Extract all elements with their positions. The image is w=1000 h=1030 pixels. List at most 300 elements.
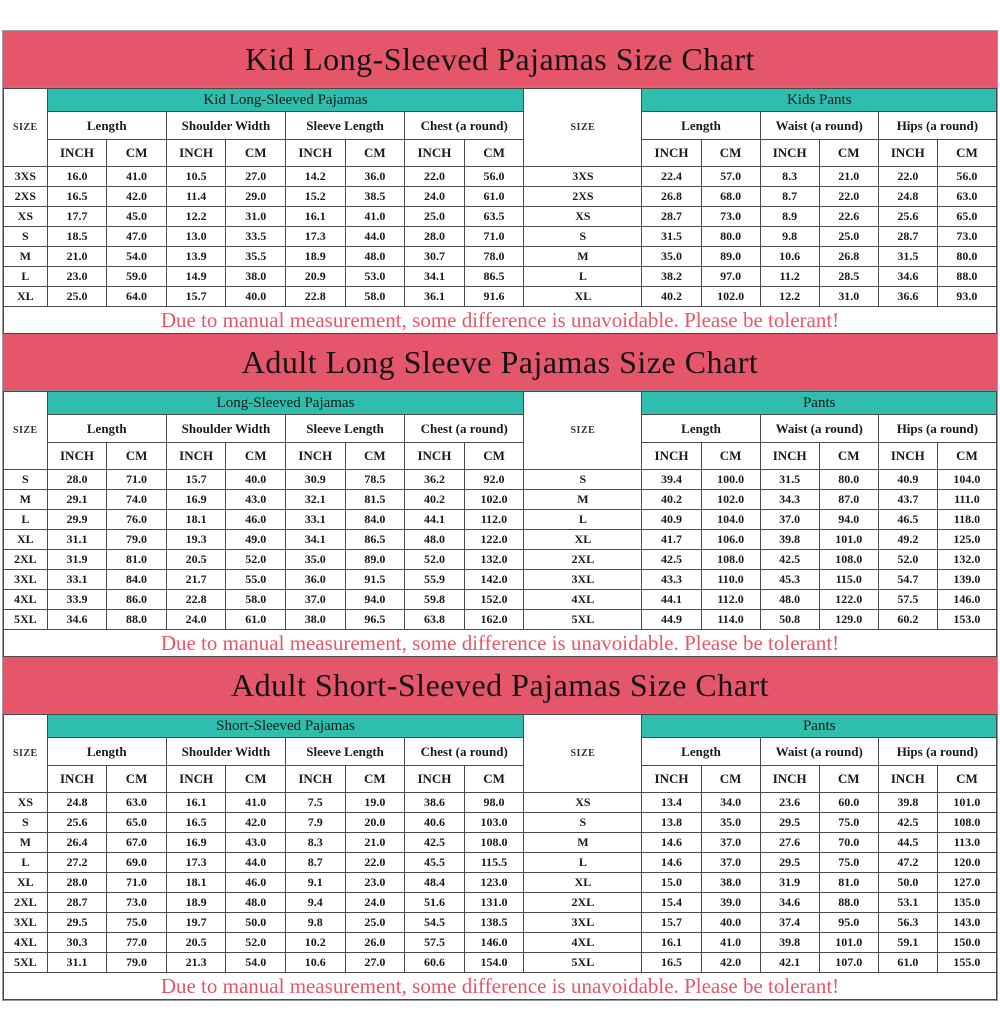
measurement-value-cell: 19.7 — [166, 913, 226, 933]
measurement-value-cell: 111.0 — [937, 490, 996, 510]
measurement-value-cell: 37.0 — [701, 833, 760, 853]
size-column-header: SIZE — [524, 392, 642, 470]
unit-header-cell: INCH — [166, 766, 226, 793]
measurement-value-cell: 87.0 — [819, 490, 878, 510]
measurement-value-cell: 41.0 — [107, 167, 167, 187]
measurement-value-cell: 41.7 — [642, 530, 701, 550]
unit-header-cell: CM — [464, 766, 524, 793]
disclaimer-row — [4, 630, 997, 657]
measurement-value-cell: 86.5 — [345, 530, 405, 550]
measurement-value-cell: 34.6 — [878, 267, 937, 287]
measurement-value-cell: 52.0 — [878, 550, 937, 570]
measurement-value-cell: 9.8 — [286, 913, 346, 933]
measurement-value-cell: 32.1 — [286, 490, 346, 510]
measurement-value-cell: 21.0 — [345, 833, 405, 853]
measurement-value-cell: 17.3 — [286, 227, 346, 247]
size-label-cell: 4XL — [524, 590, 642, 610]
measure-header-cell: Sleeve Length — [286, 112, 405, 140]
measurement-value-cell: 19.0 — [345, 793, 405, 813]
table-row — [4, 187, 997, 207]
measurement-value-cell: 26.8 — [819, 247, 878, 267]
measurement-value-cell: 152.0 — [464, 590, 524, 610]
measurement-value-cell: 53.0 — [345, 267, 405, 287]
unit-header-cell: CM — [226, 443, 286, 470]
measurement-value-cell: 18.1 — [166, 873, 226, 893]
measurement-value-cell: 27.0 — [345, 953, 405, 973]
measurement-value-cell: 30.9 — [286, 470, 346, 490]
measurement-value-cell: 10.6 — [760, 247, 819, 267]
measurement-value-cell: 15.7 — [166, 470, 226, 490]
measurement-value-cell: 16.9 — [166, 490, 226, 510]
measure-header-cell: Chest (a round) — [405, 112, 524, 140]
measurement-value-cell: 10.6 — [286, 953, 346, 973]
unit-header-row — [4, 443, 997, 470]
measurement-value-cell: 23.0 — [345, 873, 405, 893]
measurement-value-cell: 13.8 — [642, 813, 701, 833]
measurement-value-cell: 40.6 — [405, 813, 465, 833]
size-column-header: SIZE — [524, 89, 642, 167]
measurement-value-cell: 20.5 — [166, 550, 226, 570]
measurement-value-cell: 43.7 — [878, 490, 937, 510]
measurement-value-cell: 102.0 — [701, 287, 760, 307]
measurement-value-cell: 84.0 — [107, 570, 167, 590]
measurement-value-cell: 71.0 — [107, 873, 167, 893]
measurement-value-cell: 14.6 — [642, 853, 701, 873]
unit-header-cell: INCH — [760, 140, 819, 167]
measure-header-cell: Shoulder Width — [166, 738, 285, 766]
measurement-value-cell: 31.0 — [819, 287, 878, 307]
measurement-value-cell: 37.4 — [760, 913, 819, 933]
measurement-value-cell: 108.0 — [819, 550, 878, 570]
measurement-value-cell: 29.5 — [760, 853, 819, 873]
measurement-value-cell: 26.8 — [642, 187, 701, 207]
measurement-value-cell: 34.0 — [701, 793, 760, 813]
table-row — [4, 227, 997, 247]
measurement-value-cell: 34.6 — [760, 893, 819, 913]
measurement-value-cell: 16.1 — [642, 933, 701, 953]
measurement-value-cell: 123.0 — [464, 873, 524, 893]
table-row — [4, 913, 997, 933]
measurement-value-cell: 50.0 — [878, 873, 937, 893]
measurement-value-cell: 13.9 — [166, 247, 226, 267]
measurement-value-cell: 58.0 — [226, 590, 286, 610]
unit-header-cell: CM — [107, 766, 167, 793]
size-label-cell: 3XL — [4, 570, 48, 590]
measure-header-cell: Length — [642, 112, 760, 140]
size-label-cell: L — [4, 853, 48, 873]
measurement-value-cell: 91.5 — [345, 570, 405, 590]
measure-header-row — [4, 738, 997, 766]
measurement-value-cell: 34.1 — [405, 267, 465, 287]
measurement-value-cell: 14.6 — [642, 833, 701, 853]
size-label-cell: 2XL — [4, 893, 48, 913]
measurement-value-cell: 31.9 — [760, 873, 819, 893]
measurement-value-cell: 80.0 — [701, 227, 760, 247]
measurement-value-cell: 100.0 — [701, 470, 760, 490]
measurement-value-cell: 139.0 — [937, 570, 996, 590]
measurement-value-cell: 22.4 — [642, 167, 701, 187]
measurement-value-cell: 71.0 — [107, 470, 167, 490]
measurement-value-cell: 38.6 — [405, 793, 465, 813]
unit-header-cell: INCH — [405, 766, 465, 793]
measurement-value-cell: 104.0 — [701, 510, 760, 530]
size-label-cell: 3XL — [4, 913, 48, 933]
measure-header-cell: Hips (a round) — [878, 738, 996, 766]
measurement-value-cell: 15.7 — [166, 287, 226, 307]
size-label-cell: XL — [524, 287, 642, 307]
measurement-value-cell: 108.0 — [464, 833, 524, 853]
measurement-value-cell: 48.0 — [405, 530, 465, 550]
table-row — [4, 510, 997, 530]
measurement-value-cell: 57.5 — [405, 933, 465, 953]
measurement-value-cell: 43.0 — [226, 490, 286, 510]
measurement-value-cell: 43.0 — [226, 833, 286, 853]
unit-header-cell: CM — [107, 140, 167, 167]
measurement-value-cell: 153.0 — [937, 610, 996, 630]
measurement-value-cell: 23.0 — [47, 267, 107, 287]
measurement-value-cell: 46.0 — [226, 873, 286, 893]
size-label-cell: XL — [4, 530, 48, 550]
measurement-value-cell: 35.5 — [226, 247, 286, 267]
size-label-cell: 5XL — [524, 610, 642, 630]
measurement-value-cell: 52.0 — [405, 550, 465, 570]
measurement-value-cell: 50.0 — [226, 913, 286, 933]
unit-header-cell: INCH — [47, 443, 107, 470]
table-row — [4, 873, 997, 893]
measurement-value-cell: 61.0 — [464, 187, 524, 207]
unit-header-row — [4, 766, 997, 793]
measurement-value-cell: 21.0 — [47, 247, 107, 267]
unit-header-cell: CM — [819, 443, 878, 470]
disclaimer-text: Due to manual measurement, some difference is unavoidable. Please be tolerant! — [4, 973, 997, 1000]
measurement-value-cell: 77.0 — [107, 933, 167, 953]
measure-header-cell: Shoulder Width — [166, 415, 285, 443]
measurement-value-cell: 59.8 — [405, 590, 465, 610]
measurement-value-cell: 50.8 — [760, 610, 819, 630]
measurement-value-cell: 21.3 — [166, 953, 226, 973]
table-row — [4, 893, 997, 913]
measurement-value-cell: 47.0 — [107, 227, 167, 247]
measurement-value-cell: 34.6 — [47, 610, 107, 630]
measurement-value-cell: 11.4 — [166, 187, 226, 207]
measurement-value-cell: 22.0 — [345, 853, 405, 873]
table-row — [4, 267, 997, 287]
measure-header-row — [4, 112, 997, 140]
measurement-value-cell: 81.0 — [819, 873, 878, 893]
measurement-value-cell: 44.0 — [345, 227, 405, 247]
measurement-value-cell: 54.7 — [878, 570, 937, 590]
measurement-value-cell: 37.0 — [760, 510, 819, 530]
measurement-value-cell: 146.0 — [464, 933, 524, 953]
table-row — [4, 833, 997, 853]
measurement-value-cell: 19.3 — [166, 530, 226, 550]
measurement-value-cell: 69.0 — [107, 853, 167, 873]
measurement-value-cell: 81.5 — [345, 490, 405, 510]
measurement-value-cell: 89.0 — [345, 550, 405, 570]
measurement-value-cell: 36.6 — [878, 287, 937, 307]
size-label-cell: 4XL — [4, 590, 48, 610]
size-label-cell: 4XL — [4, 933, 48, 953]
measure-header-cell: Chest (a round) — [405, 738, 524, 766]
measurement-value-cell: 17.7 — [47, 207, 107, 227]
size-label-cell: 3XL — [524, 570, 642, 590]
measurement-value-cell: 36.0 — [345, 167, 405, 187]
size-label-cell: M — [4, 833, 48, 853]
measurement-value-cell: 15.0 — [642, 873, 701, 893]
measurement-value-cell: 36.2 — [405, 470, 465, 490]
measurement-value-cell: 132.0 — [937, 550, 996, 570]
measurement-value-cell: 40.9 — [642, 510, 701, 530]
measure-header-cell: Length — [642, 415, 760, 443]
measurement-value-cell: 86.0 — [107, 590, 167, 610]
section-title-banner — [3, 31, 997, 88]
measurement-value-cell: 48.4 — [405, 873, 465, 893]
measurement-value-cell: 84.0 — [345, 510, 405, 530]
measure-header-row — [4, 415, 997, 443]
measurement-value-cell: 24.8 — [878, 187, 937, 207]
measurement-value-cell: 49.0 — [226, 530, 286, 550]
measurement-value-cell: 35.0 — [286, 550, 346, 570]
measurement-value-cell: 102.0 — [464, 490, 524, 510]
size-label-cell: L — [524, 853, 642, 873]
measurement-value-cell: 122.0 — [464, 530, 524, 550]
measurement-value-cell: 108.0 — [937, 813, 996, 833]
unit-header-cell: INCH — [286, 443, 346, 470]
table-row — [4, 570, 997, 590]
measurement-value-cell: 51.6 — [405, 893, 465, 913]
unit-header-cell: INCH — [760, 443, 819, 470]
measurement-value-cell: 15.2 — [286, 187, 346, 207]
unit-header-cell: INCH — [760, 766, 819, 793]
measure-header-cell: Sleeve Length — [286, 738, 405, 766]
measure-header-cell: Hips (a round) — [878, 415, 996, 443]
measurement-value-cell: 16.5 — [642, 953, 701, 973]
unit-header-cell: INCH — [642, 140, 701, 167]
measurement-value-cell: 129.0 — [819, 610, 878, 630]
measure-header-cell: Waist (a round) — [760, 738, 878, 766]
table-row — [4, 853, 997, 873]
measurement-value-cell: 81.0 — [107, 550, 167, 570]
measurement-value-cell: 42.0 — [107, 187, 167, 207]
measurement-value-cell: 48.0 — [345, 247, 405, 267]
measurement-value-cell: 20.0 — [345, 813, 405, 833]
table-row — [4, 470, 997, 490]
measurement-value-cell: 70.0 — [819, 833, 878, 853]
measurement-value-cell: 28.0 — [47, 470, 107, 490]
measurement-value-cell: 28.0 — [47, 873, 107, 893]
measurement-value-cell: 45.3 — [760, 570, 819, 590]
measurement-value-cell: 39.8 — [760, 933, 819, 953]
measurement-value-cell: 113.0 — [937, 833, 996, 853]
measurement-value-cell: 30.7 — [405, 247, 465, 267]
measurement-value-cell: 8.3 — [760, 167, 819, 187]
measurement-value-cell: 33.1 — [286, 510, 346, 530]
measurement-value-cell: 54.0 — [226, 953, 286, 973]
measurement-value-cell: 38.0 — [701, 873, 760, 893]
measurement-value-cell: 40.2 — [642, 287, 701, 307]
measurement-value-cell: 64.0 — [107, 287, 167, 307]
size-label-cell: XS — [524, 793, 642, 813]
measurement-value-cell: 35.0 — [642, 247, 701, 267]
measurement-value-cell: 42.5 — [760, 550, 819, 570]
size-label-cell: M — [4, 490, 48, 510]
size-label-cell: S — [4, 227, 48, 247]
measurement-value-cell: 18.1 — [166, 510, 226, 530]
unit-header-cell: CM — [464, 140, 524, 167]
measurement-value-cell: 104.0 — [937, 470, 996, 490]
measurement-value-cell: 8.9 — [760, 207, 819, 227]
measurement-value-cell: 94.0 — [345, 590, 405, 610]
measurement-value-cell: 34.1 — [286, 530, 346, 550]
measurement-value-cell: 143.0 — [937, 913, 996, 933]
size-label-cell: L — [524, 267, 642, 287]
measurement-value-cell: 22.8 — [166, 590, 226, 610]
measurement-value-cell: 56.0 — [937, 167, 996, 187]
measurement-value-cell: 75.0 — [107, 913, 167, 933]
measurement-value-cell: 9.4 — [286, 893, 346, 913]
size-label-cell: M — [524, 247, 642, 267]
measurement-value-cell: 31.5 — [642, 227, 701, 247]
measurement-value-cell: 46.0 — [226, 510, 286, 530]
measurement-value-cell: 25.0 — [405, 207, 465, 227]
measurement-value-cell: 22.0 — [819, 187, 878, 207]
measurement-value-cell: 31.5 — [878, 247, 937, 267]
measurement-value-cell: 31.9 — [47, 550, 107, 570]
measurement-value-cell: 7.5 — [286, 793, 346, 813]
measurement-value-cell: 63.0 — [107, 793, 167, 813]
measurement-value-cell: 68.0 — [701, 187, 760, 207]
measurement-value-cell: 17.3 — [166, 853, 226, 873]
table-row — [4, 813, 997, 833]
measurement-value-cell: 98.0 — [464, 793, 524, 813]
table-header-row — [4, 715, 997, 738]
measurement-value-cell: 155.0 — [937, 953, 996, 973]
unit-header-cell: INCH — [878, 140, 937, 167]
measurement-value-cell: 29.1 — [47, 490, 107, 510]
measurement-value-cell: 31.1 — [47, 953, 107, 973]
unit-header-cell: INCH — [642, 766, 701, 793]
unit-header-cell: CM — [819, 766, 878, 793]
unit-header-row — [4, 140, 997, 167]
measurement-value-cell: 16.1 — [286, 207, 346, 227]
measurement-value-cell: 63.5 — [464, 207, 524, 227]
measurement-value-cell: 8.7 — [760, 187, 819, 207]
measurement-value-cell: 44.1 — [405, 510, 465, 530]
size-label-cell: 2XL — [4, 550, 48, 570]
measurement-value-cell: 107.0 — [819, 953, 878, 973]
size-label-cell: 3XS — [4, 167, 48, 187]
unit-header-cell: INCH — [47, 766, 107, 793]
size-label-cell: M — [4, 247, 48, 267]
table-row — [4, 550, 997, 570]
section-title: Adult Long Sleeve Pajamas Size Chart — [241, 343, 759, 380]
measurement-value-cell: 86.5 — [464, 267, 524, 287]
measurement-value-cell: 24.0 — [166, 610, 226, 630]
measurement-value-cell: 150.0 — [937, 933, 996, 953]
measurement-value-cell: 41.0 — [226, 793, 286, 813]
measurement-value-cell: 27.2 — [47, 853, 107, 873]
measure-header-cell: Waist (a round) — [760, 415, 878, 443]
measurement-value-cell: 21.0 — [819, 167, 878, 187]
size-chart-image — [2, 30, 998, 1001]
pants-table-title: Pants — [642, 715, 997, 738]
size-label-cell: L — [524, 510, 642, 530]
measurement-value-cell: 14.9 — [166, 267, 226, 287]
measurement-value-cell: 41.0 — [345, 207, 405, 227]
measurement-value-cell: 16.1 — [166, 793, 226, 813]
measurement-value-cell: 28.0 — [405, 227, 465, 247]
measurement-value-cell: 53.1 — [878, 893, 937, 913]
measurement-value-cell: 44.9 — [642, 610, 701, 630]
measurement-value-cell: 45.5 — [405, 853, 465, 873]
measurement-value-cell: 10.5 — [166, 167, 226, 187]
unit-header-cell: INCH — [405, 443, 465, 470]
size-label-cell: 4XL — [524, 933, 642, 953]
measurement-value-cell: 40.0 — [226, 470, 286, 490]
measurement-value-cell: 89.0 — [701, 247, 760, 267]
table-header-row — [4, 392, 997, 415]
unit-header-cell: INCH — [286, 766, 346, 793]
table-header-row — [4, 89, 997, 112]
measurement-value-cell: 61.0 — [878, 953, 937, 973]
measurement-value-cell: 24.0 — [405, 187, 465, 207]
size-label-cell: M — [524, 833, 642, 853]
garment-table-title: Long-Sleeved Pajamas — [47, 392, 524, 415]
measurement-value-cell: 60.0 — [819, 793, 878, 813]
unit-header-cell: CM — [226, 766, 286, 793]
measurement-value-cell: 34.3 — [760, 490, 819, 510]
size-label-cell: XL — [4, 873, 48, 893]
measurement-value-cell: 80.0 — [819, 470, 878, 490]
size-chart-table — [3, 714, 997, 1000]
size-label-cell: XL — [4, 287, 48, 307]
table-row — [4, 287, 997, 307]
measurement-value-cell: 16.5 — [166, 813, 226, 833]
size-label-cell: S — [4, 470, 48, 490]
measurement-value-cell: 28.7 — [878, 227, 937, 247]
measurement-value-cell: 138.5 — [464, 913, 524, 933]
measurement-value-cell: 39.8 — [760, 530, 819, 550]
measurement-value-cell: 103.0 — [464, 813, 524, 833]
measurement-value-cell: 162.0 — [464, 610, 524, 630]
measurement-value-cell: 38.0 — [226, 267, 286, 287]
size-label-cell: 5XL — [4, 953, 48, 973]
table-row — [4, 610, 997, 630]
measurement-value-cell: 63.0 — [937, 187, 996, 207]
measurement-value-cell: 44.0 — [226, 853, 286, 873]
measurement-value-cell: 37.0 — [701, 853, 760, 873]
measurement-value-cell: 60.6 — [405, 953, 465, 973]
size-column-header: SIZE — [524, 715, 642, 793]
measurement-value-cell: 28.5 — [819, 267, 878, 287]
garment-table-title: Short-Sleeved Pajamas — [47, 715, 524, 738]
measurement-value-cell: 8.7 — [286, 853, 346, 873]
measurement-value-cell: 16.0 — [47, 167, 107, 187]
unit-header-cell: INCH — [642, 443, 701, 470]
measurement-value-cell: 43.3 — [642, 570, 701, 590]
measurement-value-cell: 101.0 — [819, 530, 878, 550]
measurement-value-cell: 15.7 — [642, 913, 701, 933]
size-label-cell: 2XL — [524, 893, 642, 913]
size-label-cell: 5XL — [524, 953, 642, 973]
measurement-value-cell: 31.0 — [226, 207, 286, 227]
measurement-value-cell: 39.4 — [642, 470, 701, 490]
measurement-value-cell: 39.0 — [701, 893, 760, 913]
measurement-value-cell: 88.0 — [819, 893, 878, 913]
measurement-value-cell: 27.6 — [760, 833, 819, 853]
table-row — [4, 247, 997, 267]
table-row — [4, 167, 997, 187]
